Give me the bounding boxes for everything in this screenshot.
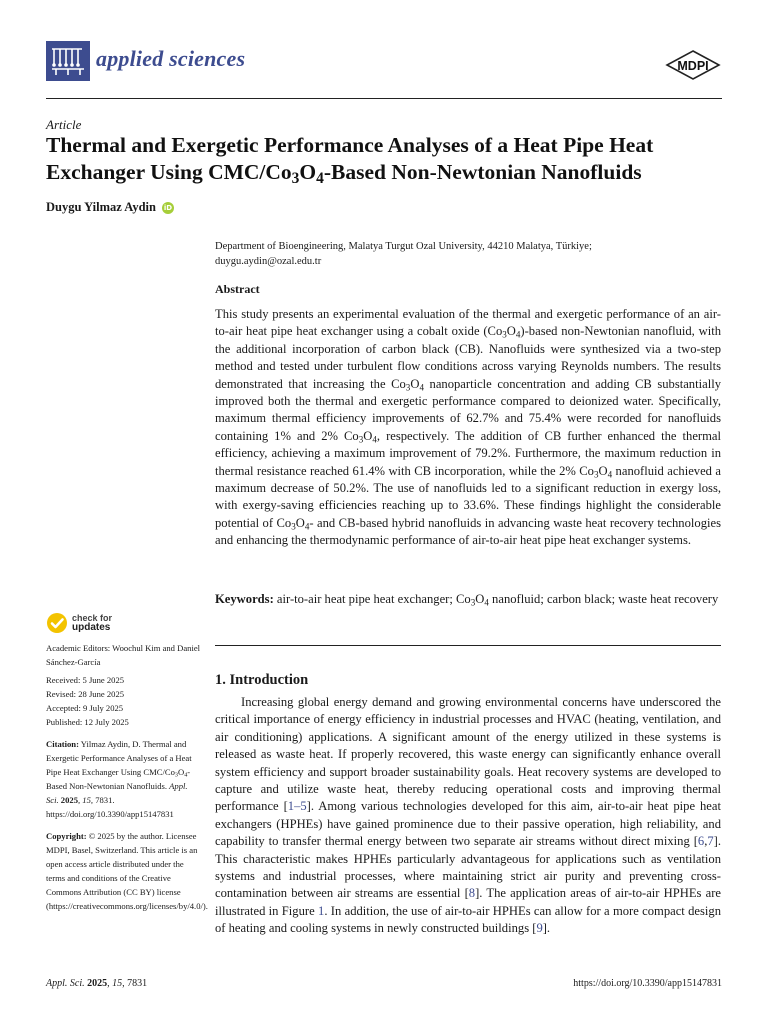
reference-link[interactable]: 7	[707, 834, 714, 849]
affiliation	[215, 239, 715, 269]
journal-name: applied sciences	[96, 46, 246, 71]
author-line	[46, 200, 174, 215]
section-divider	[215, 645, 721, 646]
publisher-name: MDPI	[677, 59, 709, 73]
reference-link[interactable]: 1–5	[287, 799, 307, 814]
check-updates-line1: check for	[72, 613, 113, 623]
keywords-label: Keywords:	[215, 592, 274, 606]
figure-link[interactable]: 1	[318, 903, 325, 918]
section-heading: 1. Introduction	[215, 672, 309, 688]
academic-editors: Academic Editors: Woochul Kim and Daniel Sánchez-García	[46, 643, 201, 667]
revised-date: Revised: 28 June 2025	[46, 689, 125, 699]
mdpi-logo-icon	[665, 50, 721, 80]
author-email[interactable]: duygu.aydin@ozal.edu.tr	[215, 256, 322, 267]
reference-link[interactable]: 8	[468, 886, 476, 901]
check-for-updates-badge[interactable]	[46, 612, 112, 634]
check-updates-line2: updates	[72, 622, 111, 633]
footer-doi-link[interactable]: https://doi.org/10.3390/app15147831	[573, 978, 722, 989]
affiliation-text: Department of Bioengineering, Malatya Turgut Ozal University, 44210 Malatya, Türkiye;	[215, 241, 592, 252]
article-type: Article	[46, 117, 82, 132]
publication-dates	[46, 673, 202, 729]
article-title: Thermal and Exergetic Performance Analyses of a Heat Pipe Heat Exchanger Using CMC/$Co_3O_4$-Based Non-Newtonian Nanofluids	[46, 133, 654, 187]
header-divider	[46, 98, 722, 99]
published-date: Published: 12 July 2025	[46, 717, 129, 727]
received-date: Received: 5 June 2025	[46, 675, 125, 685]
abstract-heading: Abstract	[215, 282, 260, 296]
reference-link[interactable]: 9	[536, 921, 543, 936]
keywords: Keywords: air-to-air heat pipe heat exchanger; $Co_3O_4$ nanofluid; carbon black; waste heat recovery	[215, 592, 719, 608]
orcid-icon[interactable]: iD	[163, 203, 173, 212]
citation-label: Citation:	[46, 739, 79, 749]
citation-doi-link[interactable]: https://doi.org/10.3390/app15147831	[46, 809, 174, 819]
introduction-paragraph: Increasing global energy demand and growing environmental concerns have underscored the critical importance of energy efficiency in industrial processes and HVAC (heating, ventilation, and air conditioning) applications. A significant amount of the energy utilized in these systems is released as waste heat. If properly recovered, this waste energy can significantly enhance overall system efficiency and support broader sustainability goals. Heat recovery systems are developed to capture and utilize waste heat, thereby reducing operational costs and improving thermal performance [1–5]. Among various technologies developed for this aim, air-to-air heat pipe heat exchangers (HPHEs) have gained prominence due to their passive operation, high reliability, and capability to transfer thermal energy between two separate air streams without direct mixing [6,7]. This characteristic makes HPHEs particularly advantageous for applications such as ventilation systems and industrial processes, where maintaining strict air purity and preventing cross-contamination between air streams are essential [8]. The application areas of air-to-air HPHEs are illustrated in Figure 1. In addition, the use of air-to-air HPHEs can allow for a more compact design of heating and cooling systems in newly constructed buildings [9].	[215, 695, 722, 936]
accepted-date: Accepted: 9 July 2025	[46, 703, 124, 713]
citation: Citation: Yilmaz Aydin, D. Thermal and Exergetic Performance Analyses of a Heat Pipe Heat Exchanger Using CMC/$Co_3O_4$-Based Non-Newtonian Nanofluids. Appl. Sci. 2025, 15, 7831. https://doi.org/10.3390/app15147831	[46, 739, 192, 819]
copyright: Copyright: © 2025 by the author. Licensee MDPI, Basel, Switzerland. This article is an open access article distributed under the terms and conditions of the Creative Commons Attribution (CC BY) license (https://creativecommons.org/licenses/by/4.0/).	[46, 831, 208, 911]
footer-citation: Appl. Sci. 2025, 15, 7831	[46, 978, 148, 989]
copyright-label: Copyright:	[46, 831, 87, 841]
applied-sciences-logo-icon	[46, 41, 90, 81]
check-updates-icon	[46, 612, 68, 634]
reference-link[interactable]: 6	[697, 834, 705, 849]
author-name[interactable]: Duygu Yilmaz Aydin	[46, 200, 156, 214]
abstract-body: This study presents an experimental evaluation of the thermal and exergetic performance of an air-to-air heat pipe heat exchanger using a cobalt oxide $(Co_3O_4)$-based non-Newtonian nanofluid, with the additional incorporation of carbon black (CB). Nanofluids were synthesized via a two-step method and tested under turbulent flow conditions across varying Reynolds numbers. The results demonstrated that increasing the $Co_3O_4$ nanoparticle concentration and adding CB substantially improved both the thermal and exergetic performance compared to deionized water. Specifically, maximum thermal efficiency improvements of 62.7% and 75.4% were recorded for nanofluids containing 1% and 2% $Co_3O_4$, respectively. The addition of CB further enhanced the thermal efficiency, achieving a maximum improvement of 79.2%. Furthermore, the maximum reduction in thermal resistance reached 61.4% with CB incorporation, while the 2% $Co_3O_4$ nanofluid achieved a maximum decrease of 50.2%. The use of nanofluids led to a significant reduction in exergy loss, with exergy-saving efficiencies reaching up to 33.6%. These findings highlight the considerable potential of $Co_3O_4-$ and CB-based hybrid nanofluids in advancing waste heat recovery technologies and enhancing the thermodynamic performance of air-to-air heat pipe heat exchanger systems.	[215, 307, 721, 548]
